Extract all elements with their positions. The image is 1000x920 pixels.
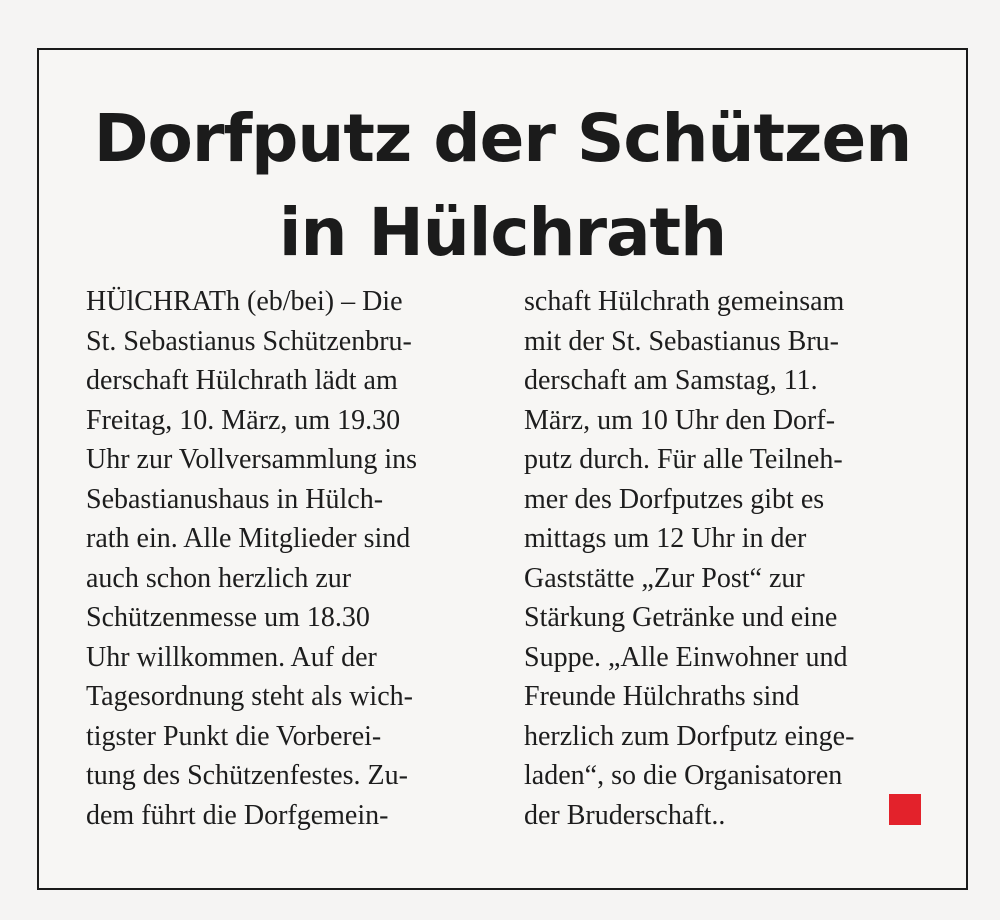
headline-line-2: in Hülchrath [278,194,727,271]
text-line: herzlich zum Dorfputz einge- [524,720,855,752]
text-line: Suppe. „Alle Einwohner und [524,641,848,673]
newspaper-article [37,48,968,890]
text-line: dem führt die Dorfgemein- [86,799,389,831]
text-line: mer des Dorfputzes gibt es [524,483,825,515]
text-line: putz durch. Für alle Teilneh- [524,444,843,475]
text-line: Sebastianushaus in Hülch- [86,483,384,515]
text-line: laden“, so die Organisatoren [524,760,843,791]
text-line: März, um 10 Uhr den Dorf- [524,404,836,436]
text-line: Uhr zur Vollversammlung ins [86,444,418,475]
text-line: Freunde Hülchraths sind [524,681,800,712]
text-line: Freitag, 10. März, um 19.30 [86,404,401,436]
text-line: Uhr willkommen. Auf der [86,641,377,673]
text-line: derschaft am Samstag, 11. [524,365,818,396]
text-line: Schützenmesse um 18.30 [86,602,370,633]
text-line: tigster Punkt die Vorberei- [86,720,382,752]
article-end-mark-icon [889,794,921,825]
text-line: mittags um 12 Uhr in der [524,523,807,554]
text-line: Stärkung Getränke und eine [524,602,838,633]
text-line: St. Sebastianus Schützenbru- [86,325,412,357]
text-line: HÜlCHRATh (eb/bei) – Die [86,286,403,317]
text-line: derschaft Hülchrath lädt am [86,365,398,396]
article-column-right [524,282,854,835]
text-line: rath ein. Alle Mitglieder sind [86,523,411,554]
text-line: Gaststätte „Zur Post“ zur [524,562,805,594]
text-line: schaft Hülchrath gemeinsam [524,286,845,317]
text-line: Tagesordnung steht als wich- [86,681,413,712]
article-column-left [86,282,417,835]
headline-line-1: Dorfputz der Schützen [93,100,912,177]
article-headline [39,92,966,280]
text-line: mit der St. Sebastianus Bru- [524,325,839,357]
text-line: der Bruderschaft.. [524,799,726,831]
text-line: tung des Schützenfestes. Zu- [86,760,408,791]
text-line: auch schon herzlich zur [86,562,352,594]
